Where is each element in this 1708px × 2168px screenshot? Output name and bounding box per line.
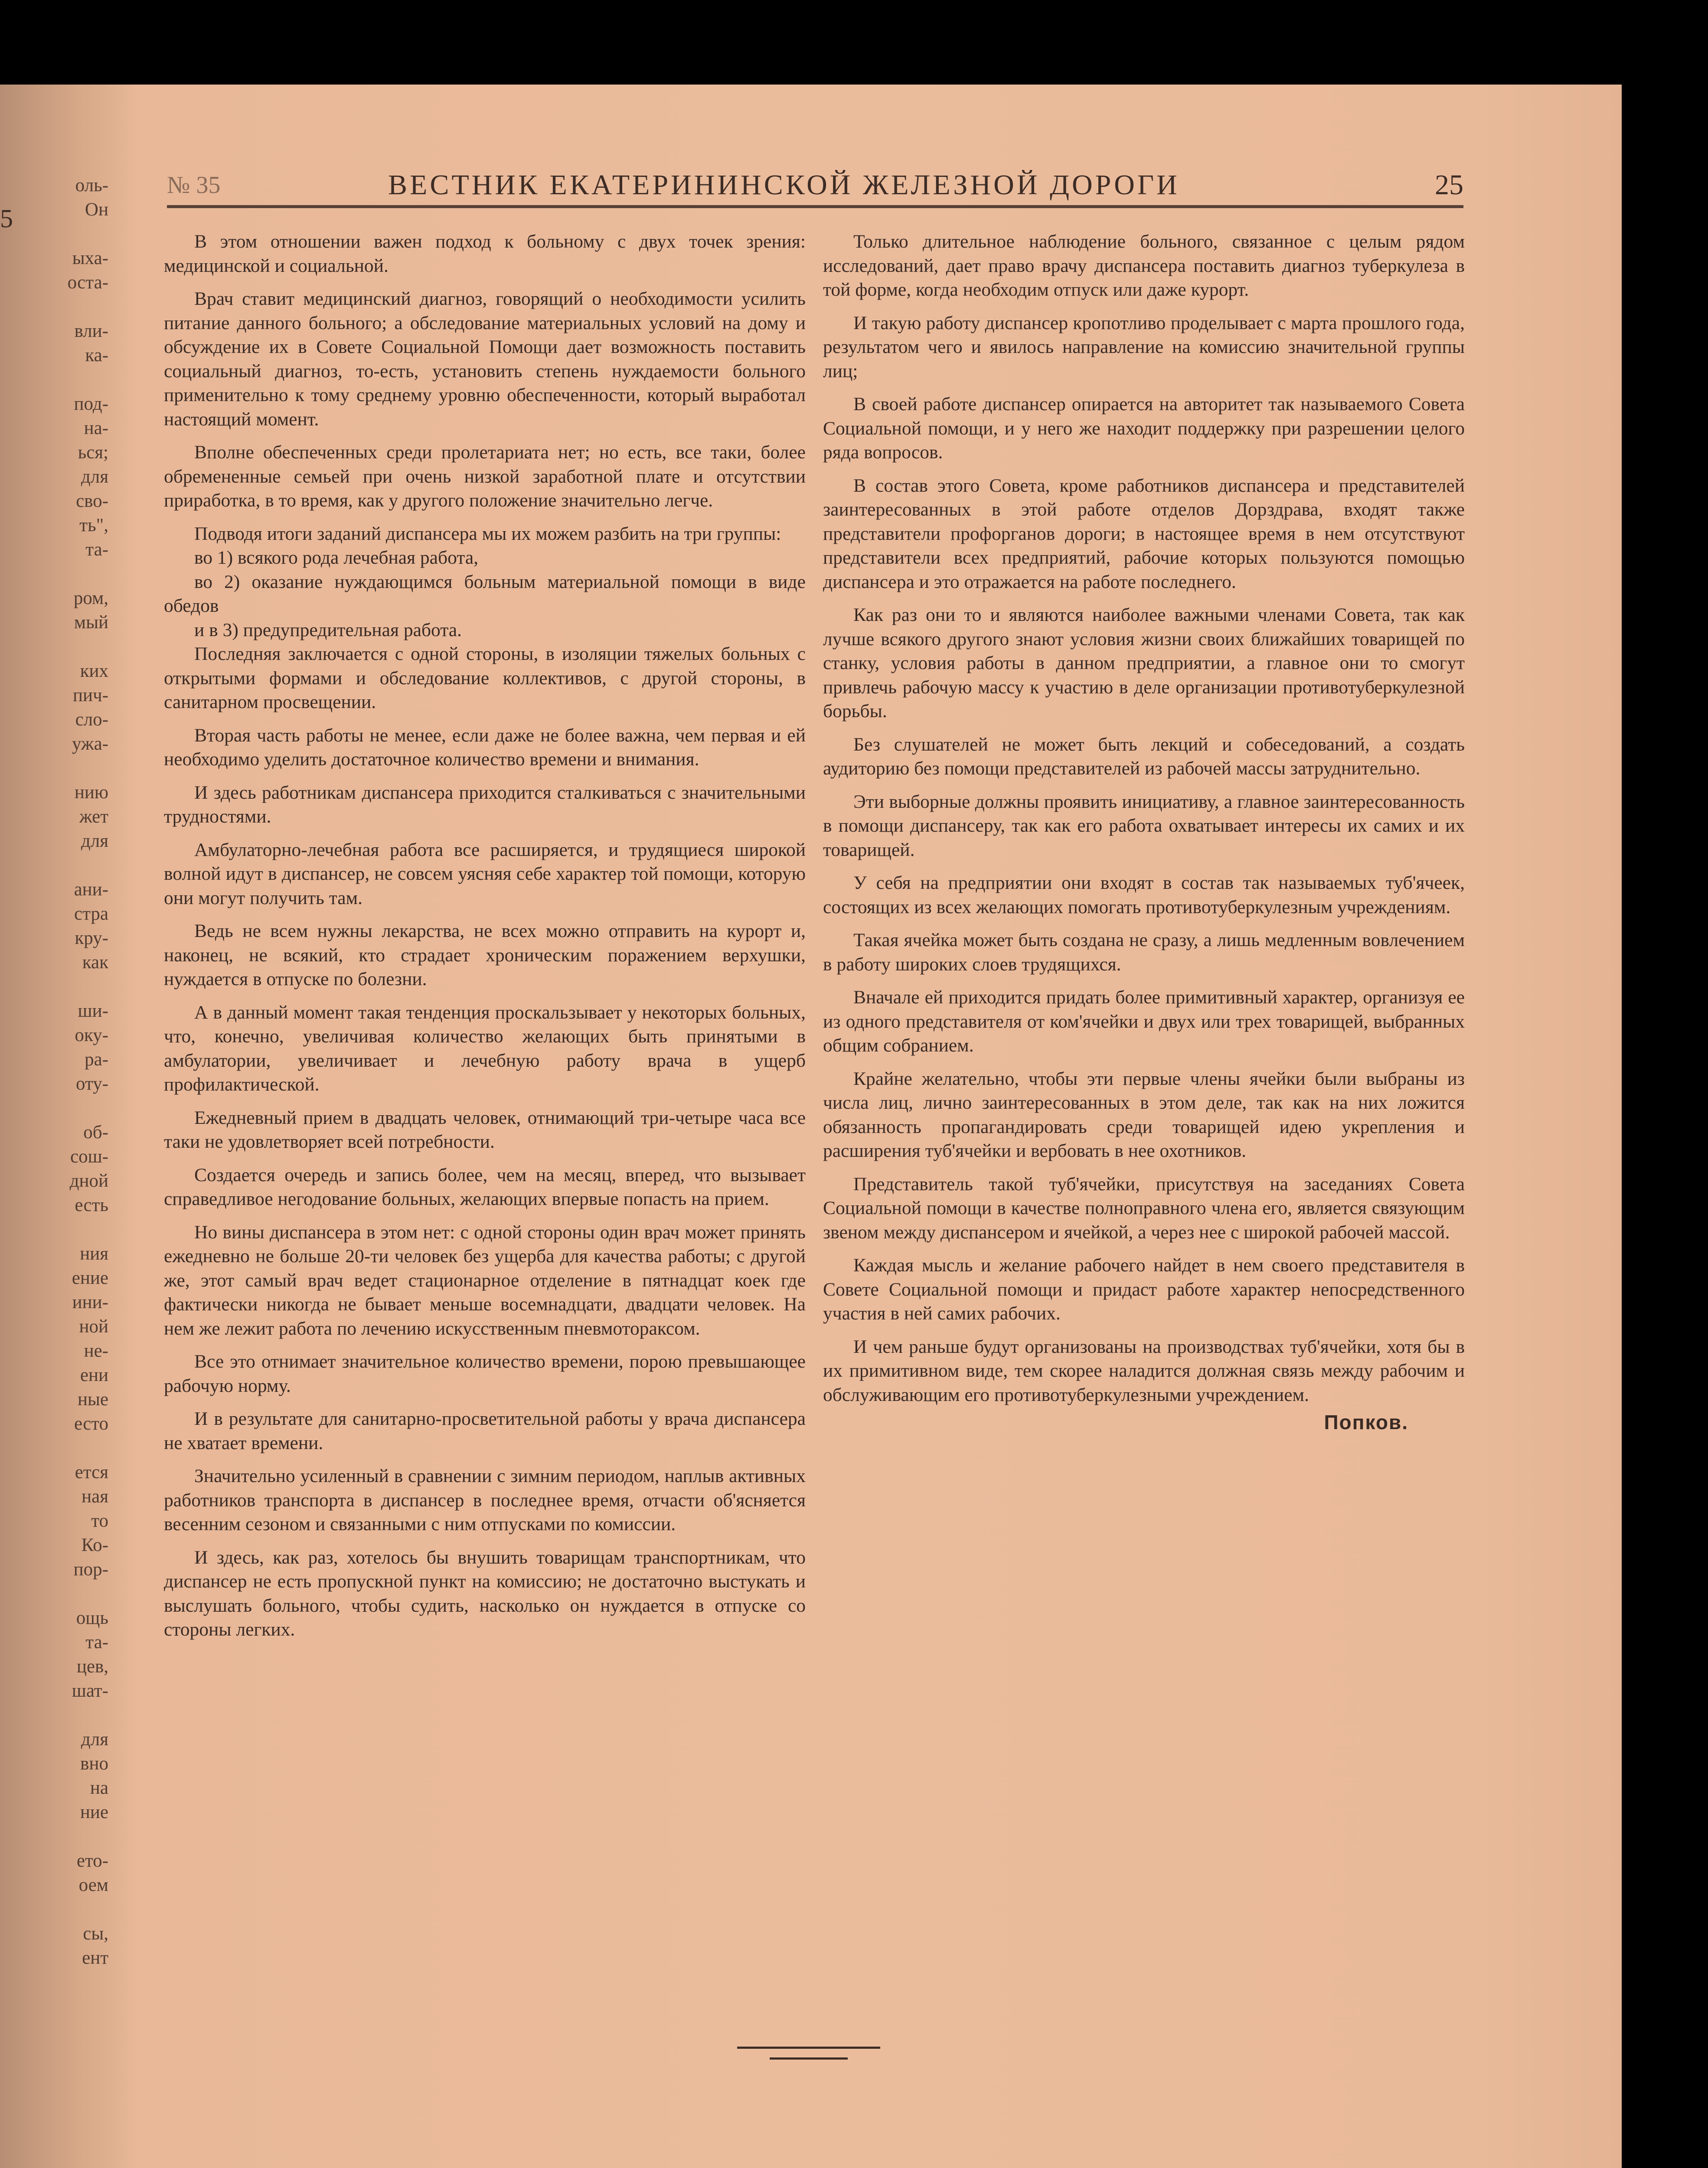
margin-fragment: на- [84,418,108,438]
margin-fragment: ра- [85,1049,108,1070]
end-rule [737,2047,880,2049]
margin-fragment: сош- [70,1146,108,1167]
margin-fragment: оста- [67,272,108,293]
list-item: во 1) всякого рода лечебная работа, [194,547,479,568]
margin-fragment: нию [74,782,108,803]
margin-fragment: жет [79,806,108,827]
margin-fragment: об- [83,1122,108,1143]
paragraph: Ведь не всем нужны лекарства, не всех можно отправить на курорт и, наконец, не всякий, кто страдает хроническим поражением верхушки, нуждается в отпуске по болезни. [164,921,806,989]
margin-fragment [0,295,108,319]
margin-fragment: та- [85,1632,108,1652]
margin-fragment: шат- [72,1681,108,1701]
paragraph: В этом отношении важен подход к больному с двух точек зрения: медицинской и социальной. [164,231,806,276]
margin-fragment: ужа- [72,734,108,754]
margin-fragment: как [82,952,108,973]
margin-fragment [0,368,108,392]
margin-fragment [0,562,108,586]
author-signature: Попков. [1324,1411,1408,1433]
paragraph: В состав этого Совета, кроме работников диспансера и представителей заинтересованных в этой работе отделов Дорздрава, входят также представители профорганов дороги; в настоящее время в нем отсутствуют представители всех предприятий, рабочие которых пользуются помощью диспансера и это отражается на работе последнего. [823,475,1465,592]
paragraph: И в результате для санитарно-просветительной работы у врача диспансера не хватает времени. [164,1408,806,1453]
paragraph: Эти выборные должны проявить инициативу, а главное заинтересованность в помощи диспансеру, так как его работа охватывает интересы их самих и их товарищей. [823,791,1465,860]
margin-fragment: ето- [76,1851,108,1871]
margin-fragment [0,853,108,878]
margin-fragment: ные [78,1389,108,1410]
margin-fragment: ощь [76,1608,108,1628]
paragraph: И чем раньше будут организованы на производствах туб'ячейки, хотя бы в их примитивном виде, тем скорее наладится должная связь между рабочим и обслуживающим его противотуберкулезными учреждением. [823,1336,1465,1405]
margin-fragment [0,222,108,246]
margin-fragment: вли- [74,321,108,341]
list-item: и в 3) предупредительная работа. [194,619,462,640]
paragraph: У себя на предприятии они входят в состав так называемых туб'ячеек, состоящих из всех желающих помогать противотуберкулезным учреждениям. [823,872,1465,917]
paragraph: Без слушателей не может быть лекций и собеседований, а создать аудиторию без помощи представителей из рабочей массы затруднительно. [823,734,1465,779]
margin-fragment [0,635,108,659]
margin-fragment: мый [74,612,108,633]
margin-fragment: сво- [76,491,108,511]
margin-fragment: цев, [76,1656,108,1677]
margin-fragment: ыха- [72,248,108,268]
margin-fragment: ется [75,1462,108,1482]
previous-page-fragments [0,173,108,1970]
margin-fragment: ния [80,1244,108,1264]
paragraph: И здесь, как раз, хотелось бы внушить товарищам транспортникам, что диспансер не есть пропускной пункт на комиссию; не достаточно выстукать и выслушать больного, чтобы судить, насколько он нуждается в отпуске со стороны легких. [164,1547,806,1640]
margin-fragment: на [90,1778,108,1798]
margin-fragment [0,975,108,999]
margin-fragment: для [81,1729,108,1750]
margin-fragment: пор- [73,1559,108,1580]
margin-fragment: ение [72,1268,108,1288]
margin-fragment: под- [74,394,108,414]
margin-fragment: оль- [75,175,108,196]
margin-fragment: есть [75,1195,108,1215]
list-item: во 2) оказание нуждающимся больным материальной помощи в виде обедов [164,571,806,616]
margin-fragment: ани- [74,879,108,900]
margin-fragment: ких [80,661,108,681]
margin-fragment [0,756,108,780]
paragraph: Создается очередь и запись более, чем на месяц, вперед, что вызывает справедливое негодование больных, желающих впервые попасть на прием. [164,1164,806,1209]
margin-fragment: та- [85,539,108,560]
paragraph: Все это отнимает значительное количество времени, порою превышающее рабочую норму. [164,1351,806,1396]
margin-fragment: Ко- [81,1535,108,1555]
margin-fragment: ини- [72,1292,108,1313]
paragraph: И здесь работникам диспансера приходится сталкиваться с значительными трудностями. [164,782,806,827]
margin-fragment: пич- [73,685,108,705]
header-rule [167,205,1463,208]
margin-fragment: для [81,467,108,487]
margin-fragment: для [81,831,108,851]
margin-fragment [0,1703,108,1727]
margin-fragment: ши- [78,1001,108,1021]
paragraph: В своей работе диспансер опирается на авторитет так называемого Совета Социальной помощи, и у него же находит поддержку при разрешении целого ряда вопросов. [823,394,1465,463]
paragraph: Как раз они то и являются наиболее важными членами Совета, так как лучше всякого другого знают условия жизни своих ближайших товарищей по станку, условия работы в данном предприятии, а главное они то смогут привлечь рабочую массу к участию в деле организации противотуберкулезной борьбы. [823,604,1465,722]
paragraph: Подводя итоги заданий диспансера мы их можем разбить на три группы: [194,523,781,544]
margin-fragment [0,1436,108,1460]
margin-fragment: то [91,1511,108,1531]
margin-fragment: ть", [79,515,108,535]
journal-title: ВЕСТНИК ЕКАТЕРИНИНСКОЙ ЖЕЛЕЗНОЙ ДОРОГИ [388,169,1180,201]
paragraph: Каждая мысль и желание рабочего найдет в нем своего представителя в Совете Социальной помощи и придаст работе характер непосредственного участия в ней самих рабочих. [823,1255,1465,1324]
margin-fragment: ние [80,1802,108,1822]
right-column [823,230,1465,1435]
margin-fragment: есто [74,1414,108,1434]
margin-fragment: сы, [83,1923,108,1944]
margin-fragment: кру- [75,928,108,948]
paragraph: Последняя заключается с одной стороны, в изоляции тяжелых больных с открытыми формами и обследование коллективов, с другой стороны, в санитарном просвещении. [164,643,806,712]
page-header [167,163,1463,206]
margin-fragment: Он [85,199,108,220]
paragraph: Но вины диспансера в этом нет: с одной стороны один врач может принять ежедневно не больше 20-ти человек без ущерба для качества работы; с другой же, этот самый врач ведет стационарное отделение в пятнадцат коек где фактически никогда не бывает меньше восемнадцати, двадцати человек. На нем же лежит работа по лечению искусственным пневмотораксом. [164,1221,806,1339]
paragraph: А в данный момент такая тенденция проскальзывает у некоторых больных, что, конечно, увеличивая количество желающих быть принятыми в амбулатории, увеличивает и лечебную работу врача в ущерб профилактической. [164,1002,806,1095]
paragraph: Вторая часть работы не менее, если даже не более важна, чем первая и ей необходимо уделить достаточное количество времени и внимания. [164,725,806,770]
previous-page-number: 5 [0,204,13,233]
paragraph: Ежедневный прием в двадцать человек, отнимающий три-четыре часа все таки не удовлетворяет всей потребности. [164,1107,806,1152]
margin-fragment: ка- [85,345,108,366]
margin-fragment: ная [82,1486,108,1507]
paragraph: Только длительное наблюдение больного, связанное с целым рядом исследований, дает право врачу диспансера поставить диагноз туберкулеза в той форме, когда необходим отпуск или даже курорт. [823,231,1465,300]
margin-fragment: не- [84,1341,108,1361]
margin-fragment: оку- [75,1025,108,1045]
margin-fragment: ься; [78,442,108,463]
paragraph: Амбулаторно-лечебная работа все расширяется, и трудящиеся широкой волной идут в диспансер, не совсем уясняя себе характер той помощи, которую они могут получить там. [164,839,806,908]
paragraph: Вначале ей приходится придать более примитивный характер, организуя ее из одного представителя от ком'ячейки и двух или трех товарищей, выбранных общим собранием. [823,987,1465,1056]
margin-fragment: ени [80,1365,108,1385]
paragraph: Представитель такой туб'ячейки, присутствуя на заседаниях Совета Социальной помощи в качестве полноправного члена его, является связующим звеном между диспансером и ячейкой, а через нее с широкой рабочей массой. [823,1173,1465,1243]
margin-fragment: ент [82,1948,108,1968]
margin-fragment: дной [69,1171,108,1191]
margin-fragment: ром, [73,588,108,608]
left-column [164,230,806,1651]
margin-fragment: оем [78,1875,108,1895]
issue-number: № 35 [167,172,221,199]
paragraph: И такую работу диспансер кропотливо проделывает с марта прошлого года, результатом чего и явилось направление на комиссию значительной группы лиц; [823,312,1465,382]
margin-fragment [0,1096,108,1120]
margin-fragment: оту- [76,1074,108,1094]
paragraph: Такая ячейка может быть создана не сразу, а лишь медленным вовлечением в работу широких слоев трудящихся. [823,930,1465,975]
margin-fragment: сло- [75,709,108,730]
margin-fragment [0,1582,108,1606]
paragraph: Крайне желательно, чтобы эти первые члены ячейки были выбраны из числа лиц, лично заинтересованных в этом деле, так как на них ложится обязанность пропагандировать среди товарищей идею укрепления и расширения туб'ячейки и вербовать в нее охотников. [823,1068,1465,1161]
paragraph: Значительно усиленный в сравнении с зимним периодом, наплыв активных работников транспорта в диспансер в последнее время, отчасти об'ясняется весенним сезоном и связанными с ним отпусками по комиссии. [164,1466,806,1535]
margin-fragment [0,1218,108,1242]
margin-fragment: ной [79,1316,108,1337]
page-number: 25 [1435,169,1463,201]
paragraph: Вполне обеспеченных среди пролетариата нет; но есть, все таки, более обремененные семьей при очень низкой заработной плате и отсутствии приработка, в то время, как у другого положение значительно легче. [164,442,806,511]
end-rule [770,2057,848,2060]
margin-fragment [0,1825,108,1849]
paragraph: Врач ставит медицинский диагноз, говорящий о необходимости усилить питание данного больного; а обследование материальных условий на дому и обсуждение их в Совете Социальной Помощи дает возможность поставить социальный диагноз, то-есть, установить степень нуждаемости больного применительно к тому среднему уровню обеспеченности, который выработал настоящий момент. [164,288,806,430]
margin-fragment: стра [74,904,108,924]
margin-fragment [0,1897,108,1922]
margin-fragment: вно [80,1753,108,1774]
